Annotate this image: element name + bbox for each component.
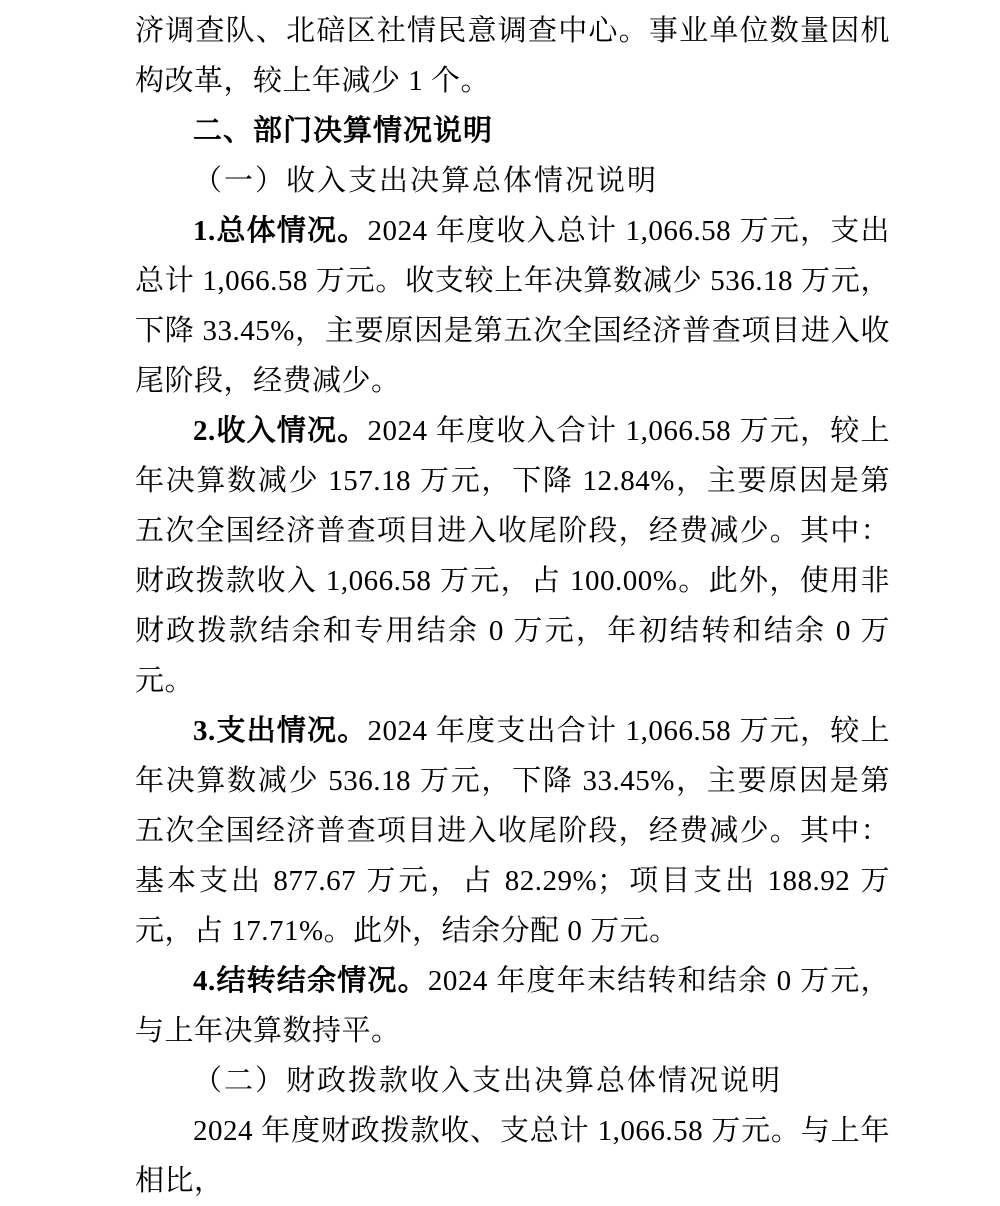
paragraph-fiscal-appropriation: 2024 年度财政拨款收、支总计 1,066.58 万元。与上年相比， <box>135 1115 890 1197</box>
paragraph-lead: 1.总体情况。 <box>193 215 368 247</box>
paragraph-income-situation <box>135 406 890 706</box>
section-heading: 二、部门决算情况说明 <box>193 115 494 147</box>
subsection-heading-fiscal-appropriation: （二）财政拨款收入支出决算总体情况说明 <box>193 1065 783 1097</box>
paragraph-text: 2024 年度收入合计 1,066.58 万元，较上年决算数减少 157.18 万元，下降 12.84%，主要原因是第五次全国经济普查项目进入收尾阶段，经费减少。其中：财政拨款收入 1,066.58 万元，占 100.00%。此外，使用非财政拨款结余和专用结余 0 万元，年初结转和结余 0 万元。 <box>135 415 890 697</box>
paragraph-overall-situation <box>135 206 890 406</box>
paragraph-expenditure-situation <box>135 706 890 956</box>
paragraph-text: 济调查队、北碚区社情民意调查中心。事业单位数量因机构改革，较上年减少 1 个。 <box>135 15 890 97</box>
subsection-heading-income-expenditure: （一）收入支出决算总体情况说明 <box>193 165 659 197</box>
paragraph-lead: 3.支出情况。 <box>193 715 368 747</box>
paragraph-text: 2024 年度收入总计 1,066.58 万元，支出总计 1,066.58 万元。收支较上年决算数减少 536.18 万元，下降 33.45%，主要原因是第五次全国经济普查项目进入收尾阶段，经费减少。 <box>135 215 890 397</box>
paragraph-carryover-situation <box>135 956 890 1056</box>
paragraph-continuation <box>135 6 890 106</box>
paragraph-lead: 2.收入情况。 <box>193 415 368 447</box>
paragraph-text: 2024 年度支出合计 1,066.58 万元，较上年决算数减少 536.18 万元，下降 33.45%，主要原因是第五次全国经济普查项目进入收尾阶段，经费减少。其中：基本支出 877.67 万元，占 82.29%；项目支出 188.92 万元，占 17.71%。此外，结余分配 0 万元。 <box>135 715 890 947</box>
paragraph-lead: 4.结转结余情况。 <box>193 965 428 997</box>
paragraph-text: 2024 年度年末结转和结余 0 万元，与上年决算数持平。 <box>135 965 890 1047</box>
